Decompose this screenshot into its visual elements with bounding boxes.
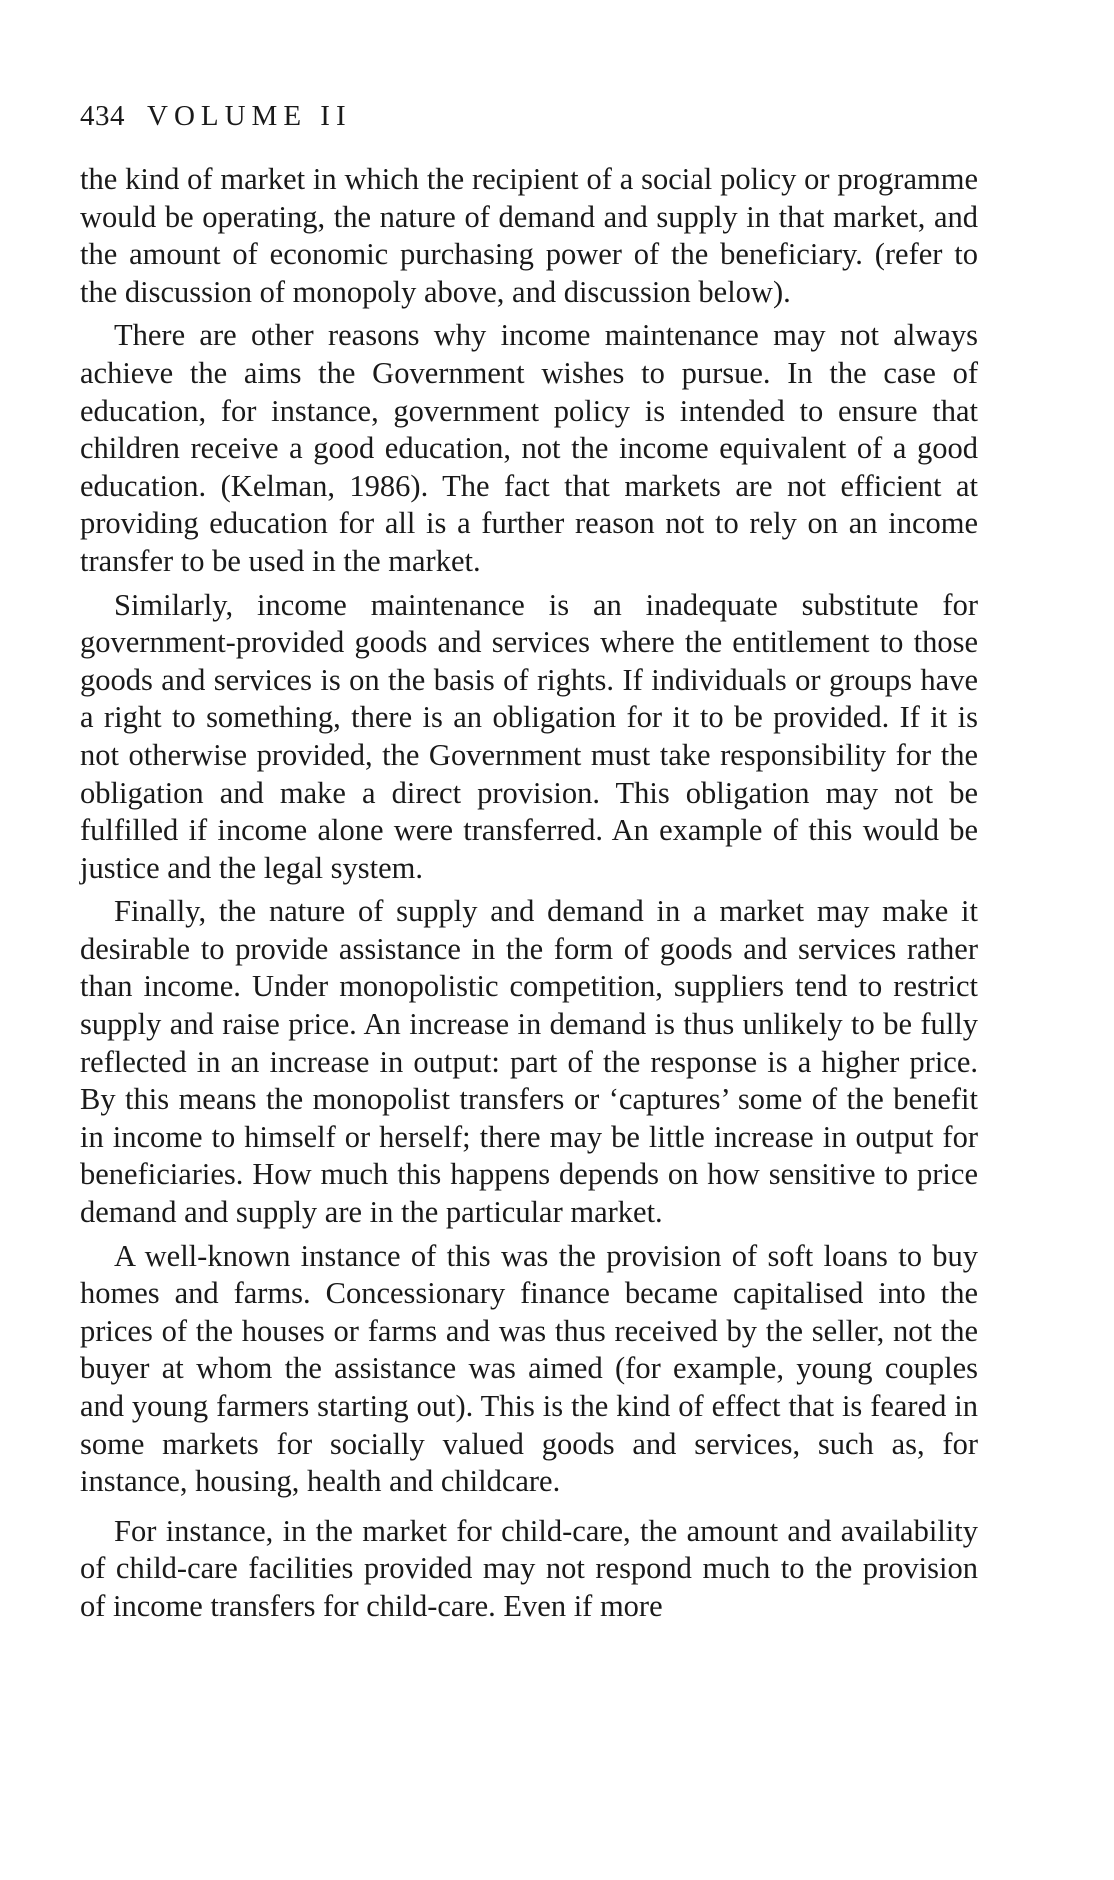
page-number: 434 xyxy=(80,100,125,132)
paragraph-3: Similarly, income maintenance is an inadequate substitute for government-provided goods and services where the entitlement to those goods and services is on the basis of rights. If individuals or groups have a right to something, there is an obligation for it to be provided. If it is not otherwise provided, the Government must take responsibility for the obligation and make a direct provision. This obligation may not be fulfilled if income alone were transferred. An example of this would be justice and the legal system. xyxy=(80,587,978,885)
volume-label: VOLUME II xyxy=(147,100,352,132)
paragraph-6: For instance, in the market for child-care, the amount and availability of child-care facilities provided may not respond much to the provision of income transfers for child-care. Even if more xyxy=(80,1513,978,1623)
book-page xyxy=(80,98,978,1632)
running-head xyxy=(80,98,978,134)
paragraph-5: A well-known instance of this was the provision of soft loans to buy homes and farms. Concessionary finance became capitalised into the prices of the houses or farms and was thus received by the seller, not the buyer at whom the assistance was aimed (for example, young couples and young farmers starting out). This is the kind of effect that is feared in some markets for socially valued goods and services, such as, for instance, housing, health and childcare. xyxy=(80,1238,978,1499)
paragraph-1: the kind of market in which the recipient of a social policy or programme would be operating, the nature of demand and supply in that market, and the amount of economic purchasing power of the beneficiary. (refer to the discussion of monopoly above, and discussion below). xyxy=(80,162,978,309)
paragraph-4: Finally, the nature of supply and demand in a market may make it desirable to provide assistance in the form of goods and services rather than income. Under monopolistic competition, suppliers tend to restrict supply and raise price. An increase in demand is thus unlikely to be fully reflected in an increase in output: part of the response is a higher price. By this means the monopolist transfers or ‘captures’ some of the benefit in income to himself or herself; there may be little increase in output for beneficiaries. How much this happens depends on how sensitive to price demand and supply are in the particular market. xyxy=(80,894,978,1230)
paragraph-2: There are other reasons why income maintenance may not always achieve the aims the Government wishes to pursue. In the case of education, for instance, government policy is intended to ensure that children receive a good education, not the income equivalent of a good education. (Kelman, 1986). The fact that markets are not efficient at providing education for all is a further reason not to rely on an income transfer to be used in the market. xyxy=(80,318,978,578)
body-text xyxy=(80,161,978,1626)
